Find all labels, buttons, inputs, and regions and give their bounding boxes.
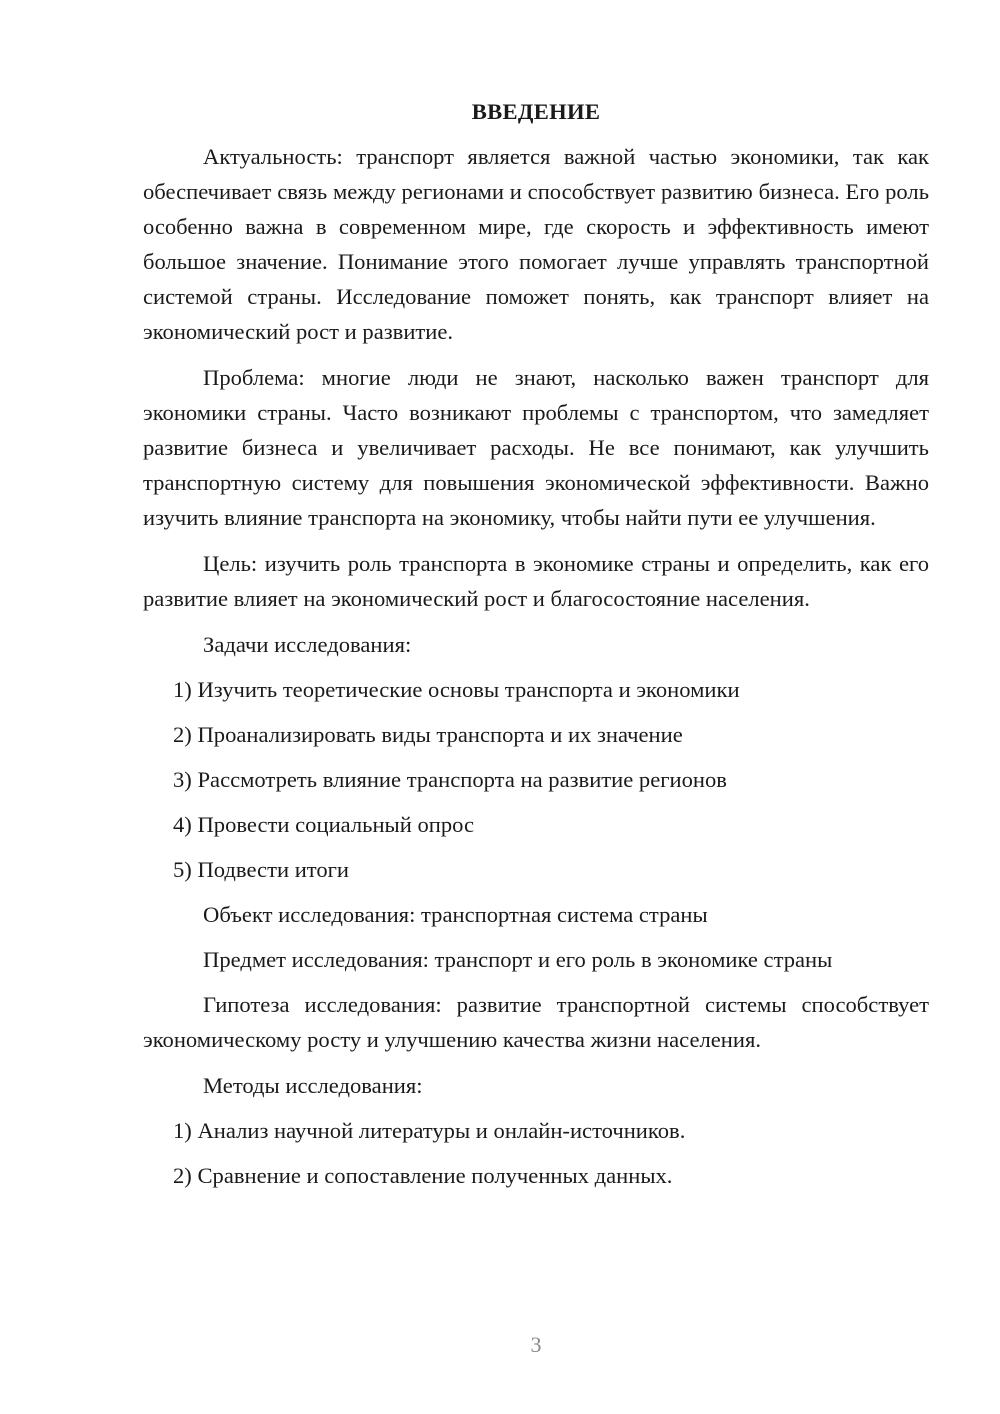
section-title: ВВЕДЕНИЕ [471, 99, 601, 124]
task-item: 4) Провести социальный опрос [173, 812, 475, 837]
task-item: 1) Изучить теоретические основы транспорта и экономики [173, 677, 740, 702]
page-content [143, 94, 929, 1203]
method-item: 1) Анализ научной литературы и онлайн-источников. [173, 1118, 686, 1143]
research-subject: Предмет исследования: транспорт и его роль в экономике страны [203, 947, 833, 972]
tasks-label: Задачи исследования: [203, 632, 412, 657]
paragraph-problem: Проблема: многие люди не знают, насколько важен транспорт для экономики страны. Часто возникают проблемы с транспортом, что замедляет развитие бизнеса и увеличивает расходы. Не все понимают, как улучшить транспортную систему для повышения экономической эффективности. Важно изучить влияние транспорта на экономику, чтобы найти пути ее улучшения. [143, 365, 929, 530]
paragraph-hypothesis: Гипотеза исследования: развитие транспортной системы способствует экономическому росту и улучшению качества жизни населения. [143, 992, 929, 1052]
paragraph-relevance: Актуальность: транспорт является важной частью экономики, так как обеспечивает связь между регионами и способствует развитию бизнеса. Его роль особенно важна в современном мире, где скорость и эффективность имеют большое значение. Понимание этого помогает лучше управлять транспортной системой страны. Исследование поможет понять, как транспорт влияет на экономический рост и развитие. [143, 144, 929, 344]
paragraph-goal: Цель: изучить роль транспорта в экономике страны и определить, как его развитие влияет на экономический рост и благосостояние населения. [143, 551, 929, 611]
task-item: 3) Рассмотреть влияние транспорта на развитие регионов [173, 767, 727, 792]
research-object: Объект исследования: транспортная система страны [203, 902, 708, 927]
method-item: 2) Сравнение и сопоставление полученных данных. [173, 1163, 673, 1188]
page-number: 3 [530, 1332, 542, 1357]
task-item: 5) Подвести итоги [173, 857, 350, 882]
methods-label: Методы исследования: [203, 1073, 423, 1098]
task-item: 2) Проанализировать виды транспорта и их значение [173, 722, 683, 747]
